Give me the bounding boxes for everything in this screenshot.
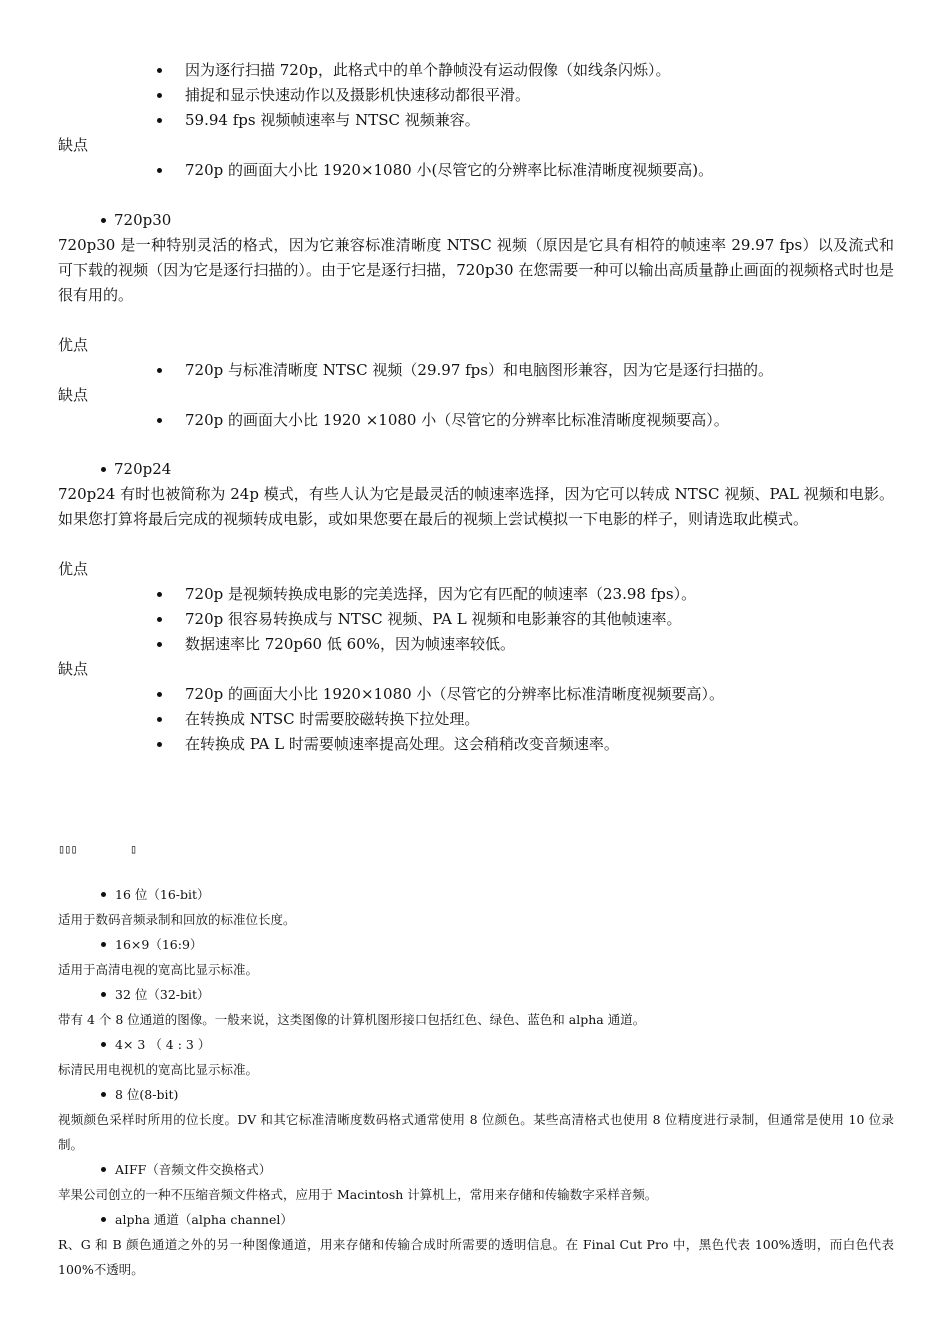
bullet-icon bbox=[157, 168, 162, 173]
cons-label: 缺点 bbox=[58, 660, 89, 678]
glossary-entry bbox=[0, 882, 950, 932]
list-item: 数据速率比 720p60 低 60%，因为帧速率较低。 bbox=[0, 632, 950, 657]
glossary bbox=[0, 882, 950, 1282]
bullet-icon bbox=[157, 93, 162, 98]
glossary-header-left: ▯▯▯ bbox=[58, 842, 77, 856]
glossary-entry bbox=[0, 982, 950, 1032]
list-item: 720p 的画面大小比 1920×1080 小(尽管它的分辨率比标准清晰度视频要高)。 bbox=[0, 158, 950, 183]
bullet-icon bbox=[101, 892, 106, 897]
glossary-term: 32 位（32-bit） bbox=[0, 982, 950, 1007]
list-item: 720p 是视频转换成电影的完美选择，因为它有匹配的帧速率（23.98 fps）。 bbox=[0, 582, 950, 607]
list-item: 在转换成 NTSC 时需要胶磁转换下拉处理。 bbox=[0, 707, 950, 732]
list-item: 59.94 fps 视频帧速率与 NTSC 视频兼容。 bbox=[0, 108, 950, 133]
glossary-entry bbox=[0, 1032, 950, 1082]
cons-label: 缺点 bbox=[58, 136, 89, 154]
cons-list bbox=[0, 158, 950, 183]
list-item: 在转换成 PA L 时需要帧速率提高处理。这会稍稍改变音频速率。 bbox=[0, 732, 950, 757]
cons-list bbox=[0, 682, 950, 757]
glossary-entry bbox=[0, 1082, 950, 1157]
bullet-icon bbox=[101, 1167, 106, 1172]
bullet-icon bbox=[157, 717, 162, 722]
glossary-definition: 苹果公司创立的一种不压缩音频文件格式，应用于 Macintosh 计算机上，常用来存储和传输数字采样音频。 bbox=[58, 1187, 658, 1202]
glossary-term: 8 位(8-bit) bbox=[0, 1082, 950, 1107]
glossary-definition: 带有 4 个 8 位通道的图像。一般来说，这类图像的计算机图形接口包括红色、绿色、蓝色和 alpha 通道。 bbox=[58, 1012, 646, 1027]
list-item: 720p 很容易转换成与 NTSC 视频、PA L 视频和电影兼容的其他帧速率。 bbox=[0, 607, 950, 632]
glossary-term: 16 位（16-bit） bbox=[0, 882, 950, 907]
list-item: 捕捉和显示快速动作以及摄影机快速移动都很平滑。 bbox=[0, 83, 950, 108]
bullet-icon bbox=[157, 592, 162, 597]
bullet-icon bbox=[157, 617, 162, 622]
bullet-icon bbox=[157, 118, 162, 123]
glossary-definition: 视频颜色采样时所用的位长度。DV 和其它标准清晰度数码格式通常使用 8 位颜色。某些高清格式也使用 8 位精度进行录制，但通常是使用 10 位录制。 bbox=[58, 1112, 894, 1152]
glossary-entry bbox=[0, 1157, 950, 1207]
section-heading: 720p24 bbox=[0, 457, 950, 482]
pros-list bbox=[0, 582, 950, 657]
list-item: 720p 与标准清晰度 NTSC 视频（29.97 fps）和电脑图形兼容，因为它是逐行扫描的。 bbox=[0, 358, 950, 383]
glossary-entry bbox=[0, 1207, 950, 1282]
bullet-icon bbox=[157, 368, 162, 373]
bullet-icon bbox=[101, 1217, 106, 1222]
list-item: 因为逐行扫描 720p，此格式中的单个静帧没有运动假像（如线条闪烁）。 bbox=[0, 58, 950, 83]
cons-list bbox=[0, 408, 950, 433]
glossary-definition: R、G 和 B 颜色通道之外的另一种图像通道，用来存储和传输合成时所需要的透明信息。在 Final Cut Pro 中，黑色代表 100%透明，而白色代表 100%不透明。 bbox=[58, 1237, 894, 1277]
bullet-icon bbox=[157, 742, 162, 747]
glossary-definition: 适用于高清电视的宽高比显示标准。 bbox=[58, 962, 259, 977]
bullet-icon bbox=[157, 692, 162, 697]
bullet-icon bbox=[101, 1042, 106, 1047]
bullet-icon bbox=[101, 1092, 106, 1097]
glossary-header-right: ▯ bbox=[130, 842, 137, 856]
glossary-term: 4× 3 （ 4 : 3 ） bbox=[0, 1032, 950, 1057]
bullet-icon bbox=[101, 992, 106, 997]
cons-label: 缺点 bbox=[58, 386, 89, 404]
glossary-definition: 标清民用电视机的宽高比显示标准。 bbox=[58, 1062, 259, 1077]
glossary-definition: 适用于数码音频录制和回放的标准位长度。 bbox=[58, 912, 296, 927]
bullet-icon bbox=[157, 68, 162, 73]
section-heading: 720p30 bbox=[0, 208, 950, 233]
list-item: 720p 的画面大小比 1920×1080 小（尽管它的分辨率比标准清晰度视频要高）。 bbox=[0, 682, 950, 707]
bullet-icon bbox=[101, 218, 106, 223]
pros-list bbox=[0, 358, 950, 383]
pros-label: 优点 bbox=[58, 336, 89, 354]
pros-list bbox=[0, 58, 950, 133]
bullet-icon bbox=[101, 942, 106, 947]
section-720p60 bbox=[0, 58, 950, 183]
glossary-term: AIFF（音频文件交换格式） bbox=[0, 1157, 950, 1182]
glossary-term: alpha 通道（alpha channel） bbox=[0, 1207, 950, 1232]
section-720p24 bbox=[0, 457, 950, 757]
pros-label: 优点 bbox=[58, 560, 89, 578]
section-paragraph: 720p30 是一种特别灵活的格式，因为它兼容标准清晰度 NTSC 视频（原因是它具有相符的帧速率 29.97 fps）以及流式和可下载的视频（因为它是逐行扫描的）。由于它是逐行扫描，720p30 在您需要一种可以输出高质量静止画面的视频格式时也是很有用的。 bbox=[58, 236, 894, 304]
glossary-term: 16×9（16:9） bbox=[0, 932, 950, 957]
list-item: 720p 的画面大小比 1920 ×1080 小（尽管它的分辨率比标准清晰度视频要高）。 bbox=[0, 408, 950, 433]
section-720p30 bbox=[0, 208, 950, 433]
glossary-entry bbox=[0, 932, 950, 982]
bullet-icon bbox=[157, 418, 162, 423]
bullet-icon bbox=[101, 467, 106, 472]
bullet-icon bbox=[157, 642, 162, 647]
section-paragraph: 720p24 有时也被简称为 24p 模式，有些人认为它是最灵活的帧速率选择，因为它可以转成 NTSC 视频、PAL 视频和电影。如果您打算将最后完成的视频转成电影，或如果您要在最后的视频上尝试模拟一下电影的样子，则请选取此模式。 bbox=[58, 485, 894, 528]
